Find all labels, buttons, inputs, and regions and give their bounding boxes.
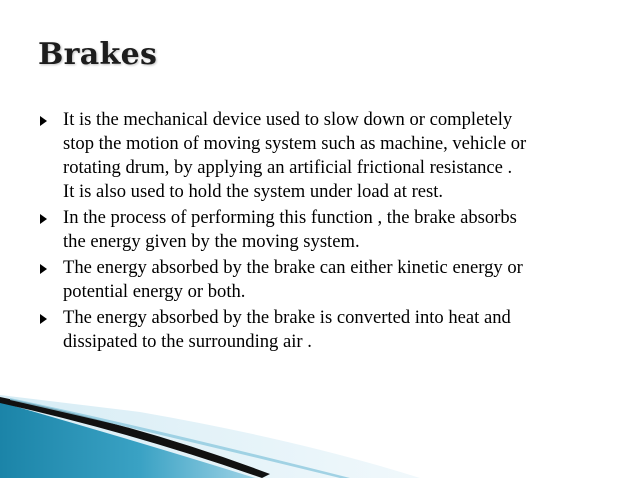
bullet-line: In the process of performing this function , the brake absorbs — [63, 207, 517, 228]
bullet-line: rotating drum, by applying an artificial frictional resistance . — [63, 157, 513, 178]
bullet-line: the energy given by the moving system. — [63, 231, 360, 252]
bullet-line: It is also used to hold the system under load at rest. — [63, 181, 444, 202]
bullet-line: The energy absorbed by the brake is converted into heat and — [63, 307, 511, 328]
bullet-line: The energy absorbed by the brake can either kinetic energy or — [63, 257, 523, 278]
bullet-line: It is the mechanical device used to slow down or completely — [63, 109, 513, 130]
bullet-line: potential energy or both. — [63, 281, 246, 302]
bullet-line: dissipated to the surrounding air . — [63, 331, 312, 352]
bullet-line: stop the motion of moving system such as machine, vehicle or — [63, 133, 527, 154]
slide-title: Brakes — [38, 37, 158, 72]
